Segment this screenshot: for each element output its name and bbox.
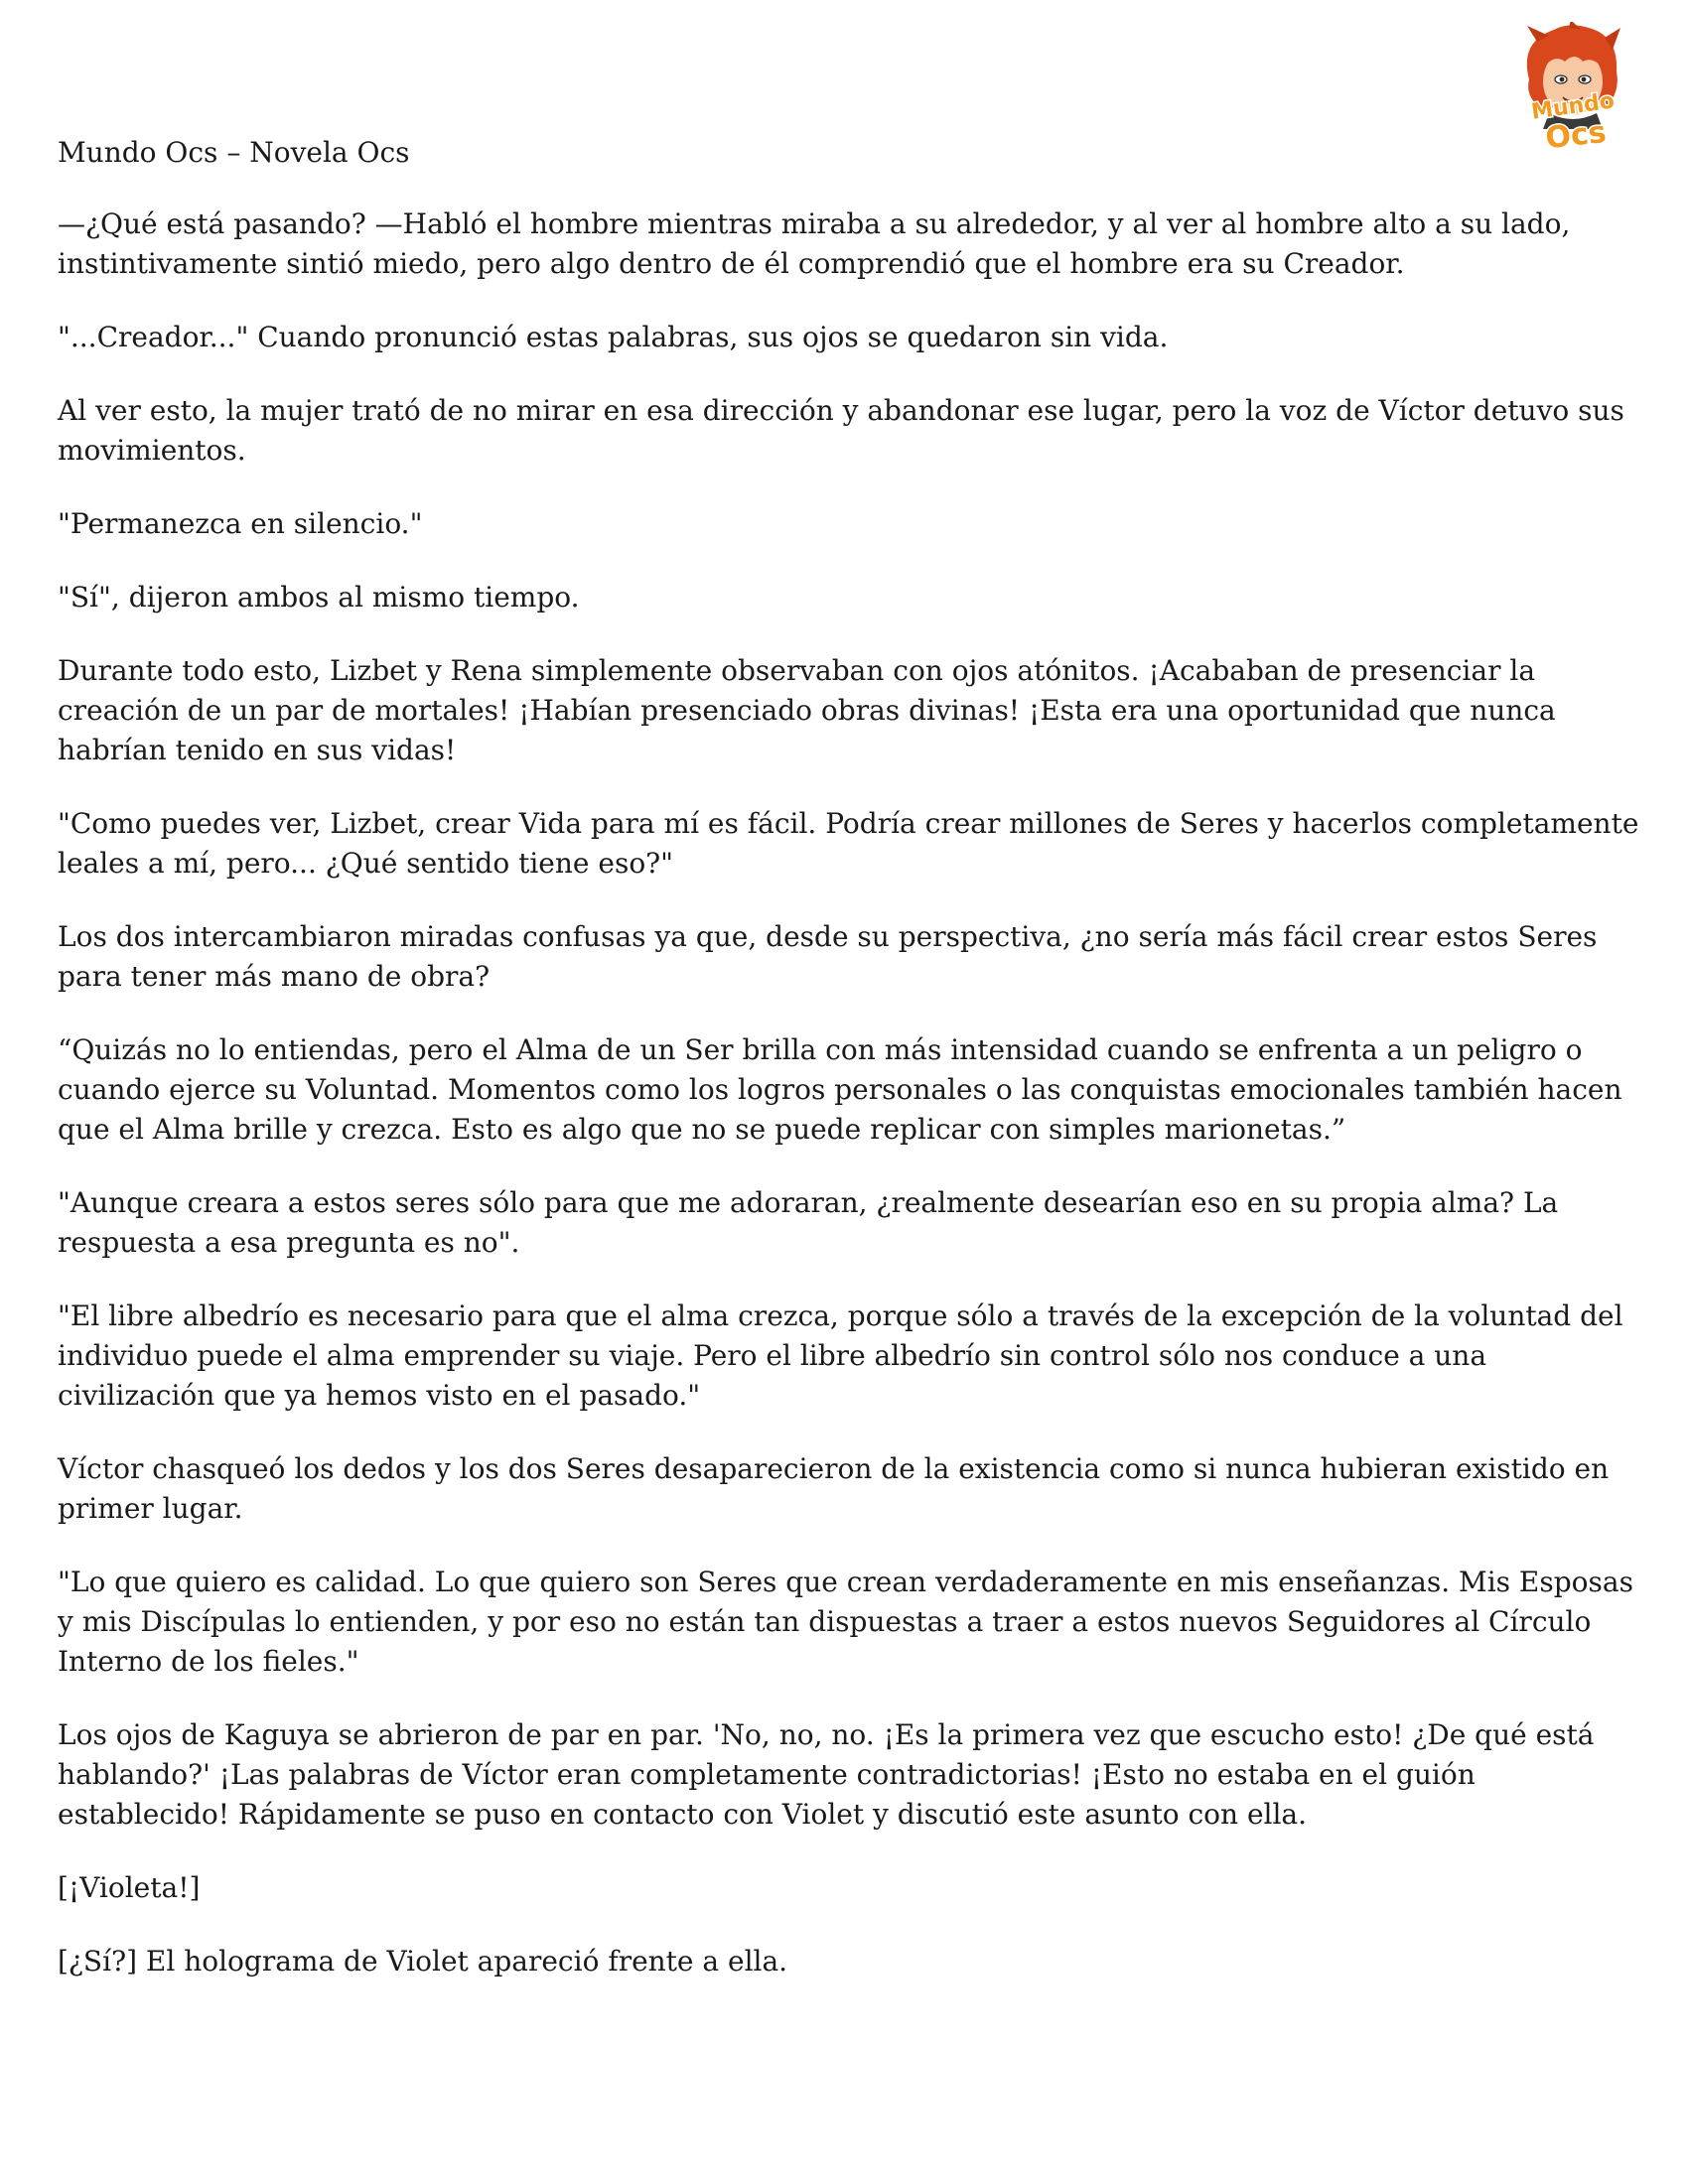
paragraph: "El libre albedrío es necesario para que el alma crezca, porque sólo a través de la excepción de la voluntad del individuo puede el alma emprender su viaje. Pero el libre albedrío sin control sólo nos conduce a una civilización que ya hemos visto en el pasado." [58,1299,1623,1412]
paragraph: —¿Qué está pasando? —Habló el hombre mientras miraba a su alrededor, y al ver al hombre alto a su lado, instintivamente sintió miedo, pero algo dentro de él comprendió que el hombre era su Creador. [58,207,1571,280]
paragraph: "Permanezca en silencio." [58,507,423,540]
paragraph: [¿Sí?] El holograma de Violet apareció frente a ella. [58,1945,788,1978]
paragraph: "...Creador..." Cuando pronunció estas palabras, sus ojos se quedaron sin vida. [58,321,1169,353]
paragraph: [¡Violeta!] [58,1871,201,1904]
paragraph: "Aunque creara a estos seres sólo para que me adoraran, ¿realmente desearían eso en su propia alma? La respuesta a esa pregunta es no". [58,1186,1559,1259]
logo-text-mundo: Mundo [1529,88,1617,125]
paragraph: Durante todo esto, Lizbet y Rena simplemente observaban con ojos atónitos. ¡Acababan de presenciar la creación de un par de mortales! ¡Habían presenciado obras divinas! ¡Esta era una oportunidad que nunca habrían tenido en sus vidas! [58,654,1556,766]
paragraph: Los ojos de Kaguya se abrieron de par en par. 'No, no, no. ¡Es la primera vez que escucho esto! ¿De qué está hablando?' ¡Las palabras de Víctor eran completamente contradictorias! ¡Esto no estaba en el guión establecido! Rápidamente se puso en contacto con Violet y discutió este asunto con ella. [58,1718,1595,1831]
paragraph: Víctor chasqueó los dedos y los dos Seres desaparecieron de la existencia como si nunca hubieran existido en primer lugar. [58,1452,1610,1525]
paragraph: “Quizás no lo entiendas, pero el Alma de un Ser brilla con más intensidad cuando se enfrenta a un peligro o cuando ejerce su Voluntad. Momentos como los logros personales o las conquistas emocionales también hacen que el Alma brille y crezca. Esto es algo que no se puede replicar con simples marionetas.” [58,1033,1622,1146]
paragraph: Los dos intercambiaron miradas confusas ya que, desde su perspectiva, ¿no sería más fácil crear estos Seres para tener más mano de obra? [58,920,1598,993]
mascot-logo-icon [1509,22,1638,156]
page-header: Mundo Ocs – Novela Ocs [58,136,410,169]
paragraph: Al ver esto, la mujer trató de no mirar en esa dirección y abandonar ese lugar, pero la voz de Víctor detuvo sus movimientos. [58,394,1624,467]
document-body [58,205,1646,2015]
paragraph: "Como puedes ver, Lizbet, crear Vida para mí es fácil. Podría crear millones de Seres y hacerlos completamente leales a mí, pero... ¿Qué sentido tiene eso?" [58,807,1639,880]
logo-text-ocs: Ocs [1543,114,1609,156]
mundo-ocs-logo [1509,22,1638,156]
paragraph: "Sí", dijeron ambos al mismo tiempo. [58,581,580,614]
paragraph: "Lo que quiero es calidad. Lo que quiero son Seres que crean verdaderamente en mis enseñanzas. Mis Esposas y mis Discípulas lo entienden, y por eso no están tan dispuestas a traer a estos nuevos Seguidores al Círculo Interno de los fieles." [58,1566,1633,1678]
